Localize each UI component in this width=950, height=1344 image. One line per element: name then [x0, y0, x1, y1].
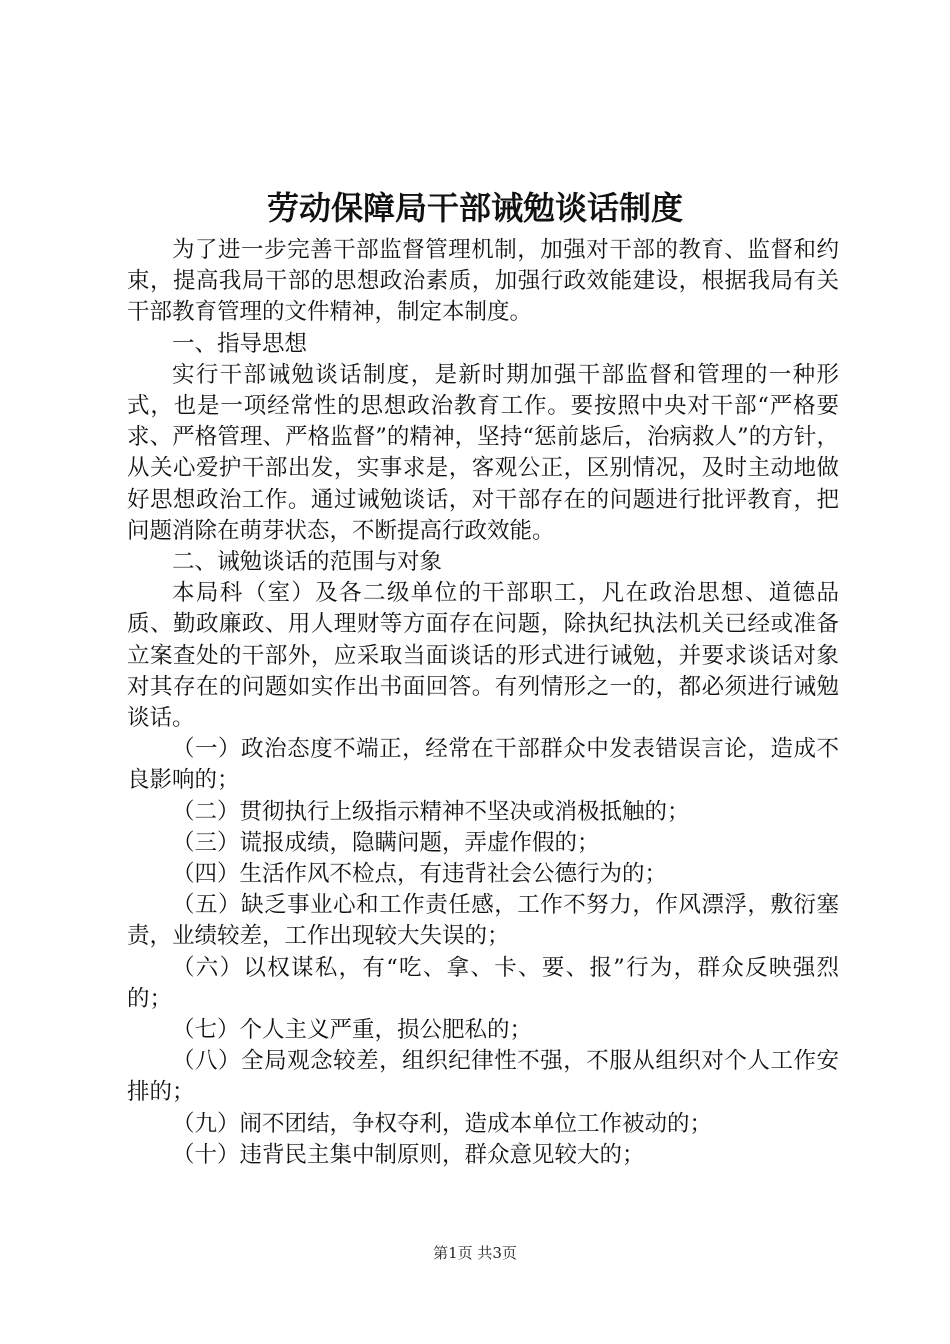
- list-item-3: （三）谎报成绩，隐瞒问题，弄虚作假的；: [172, 829, 600, 856]
- paragraph-guiding-idea: 实行干部诫勉谈话制度，是新时期加强干部监督和管理的一种形式，也是一项经常性的思想政治教育工作。要按照中央对干部“严格要求、严格管理、严格监督”的精神，坚持“惩前毖后，治病救人”的方针，从关心爱护干部出发，实事求是，客观公正，区别情况，及时主动地做好思想政治工作。通过诫勉谈话，对干部存在的问题进行批评教育，把问题消除在萌芽状态，不断提高行政效能。: [127, 361, 839, 544]
- paragraph-scope: 本局科（室）及各二级单位的干部职工，凡在政治思想、道德品质、勤政廉政、用人理财等方面存在问题，除执纪执法机关已经或准备立案查处的干部外，应采取当面谈话的形式进行诫勉，并要求谈话对象对其存在的问题如实作出书面回答。有列情形之一的，都必须进行诫勉谈话。: [127, 580, 839, 732]
- list-item-1: （一）政治态度不端正，经常在干部群众中发表错误言论，造成不良影响的；: [127, 736, 839, 794]
- list-item-8: （八）全局观念较差，组织纪律性不强，不服从组织对个人工作安排的；: [127, 1048, 839, 1106]
- section-heading-1: 一、指导思想: [172, 330, 308, 357]
- list-item-9: （九）闹不团结，争权夺利，造成本单位工作被动的；: [172, 1110, 713, 1137]
- list-item-4: （四）生活作风不检点，有违背社会公德行为的；: [172, 861, 668, 888]
- list-item-7: （七）个人主义严重，损公肥私的；: [172, 1017, 533, 1044]
- document-title: 劳动保障局干部诫勉谈话制度: [266, 189, 683, 227]
- list-item-5: （五）缺乏事业心和工作责任感，工作不努力，作风漂浮，敷衍塞责，业绩较差，工作出现较大失误的；: [127, 892, 839, 950]
- list-item-6: （六）以权谋私，有“吃、拿、卡、要、报”行为，群众反映强烈的；: [127, 954, 839, 1012]
- section-heading-2: 二、诫勉谈话的范围与对象: [172, 549, 443, 576]
- list-item-2: （二）贯彻执行上级指示精神不坚决或消极抵触的；: [172, 798, 690, 825]
- document-body: [127, 235, 839, 1171]
- page-footer: 第1页 共3页: [433, 1244, 517, 1262]
- paragraph-intro: 为了进一步完善干部监督管理机制，加强对干部的教育、监督和约束，提高我局干部的思想政治素质，加强行政效能建设，根据我局有关干部教育管理的文件精神，制定本制度。: [127, 237, 839, 326]
- list-item-10: （十）违背民主集中制原则，群众意见较大的；: [172, 1141, 645, 1168]
